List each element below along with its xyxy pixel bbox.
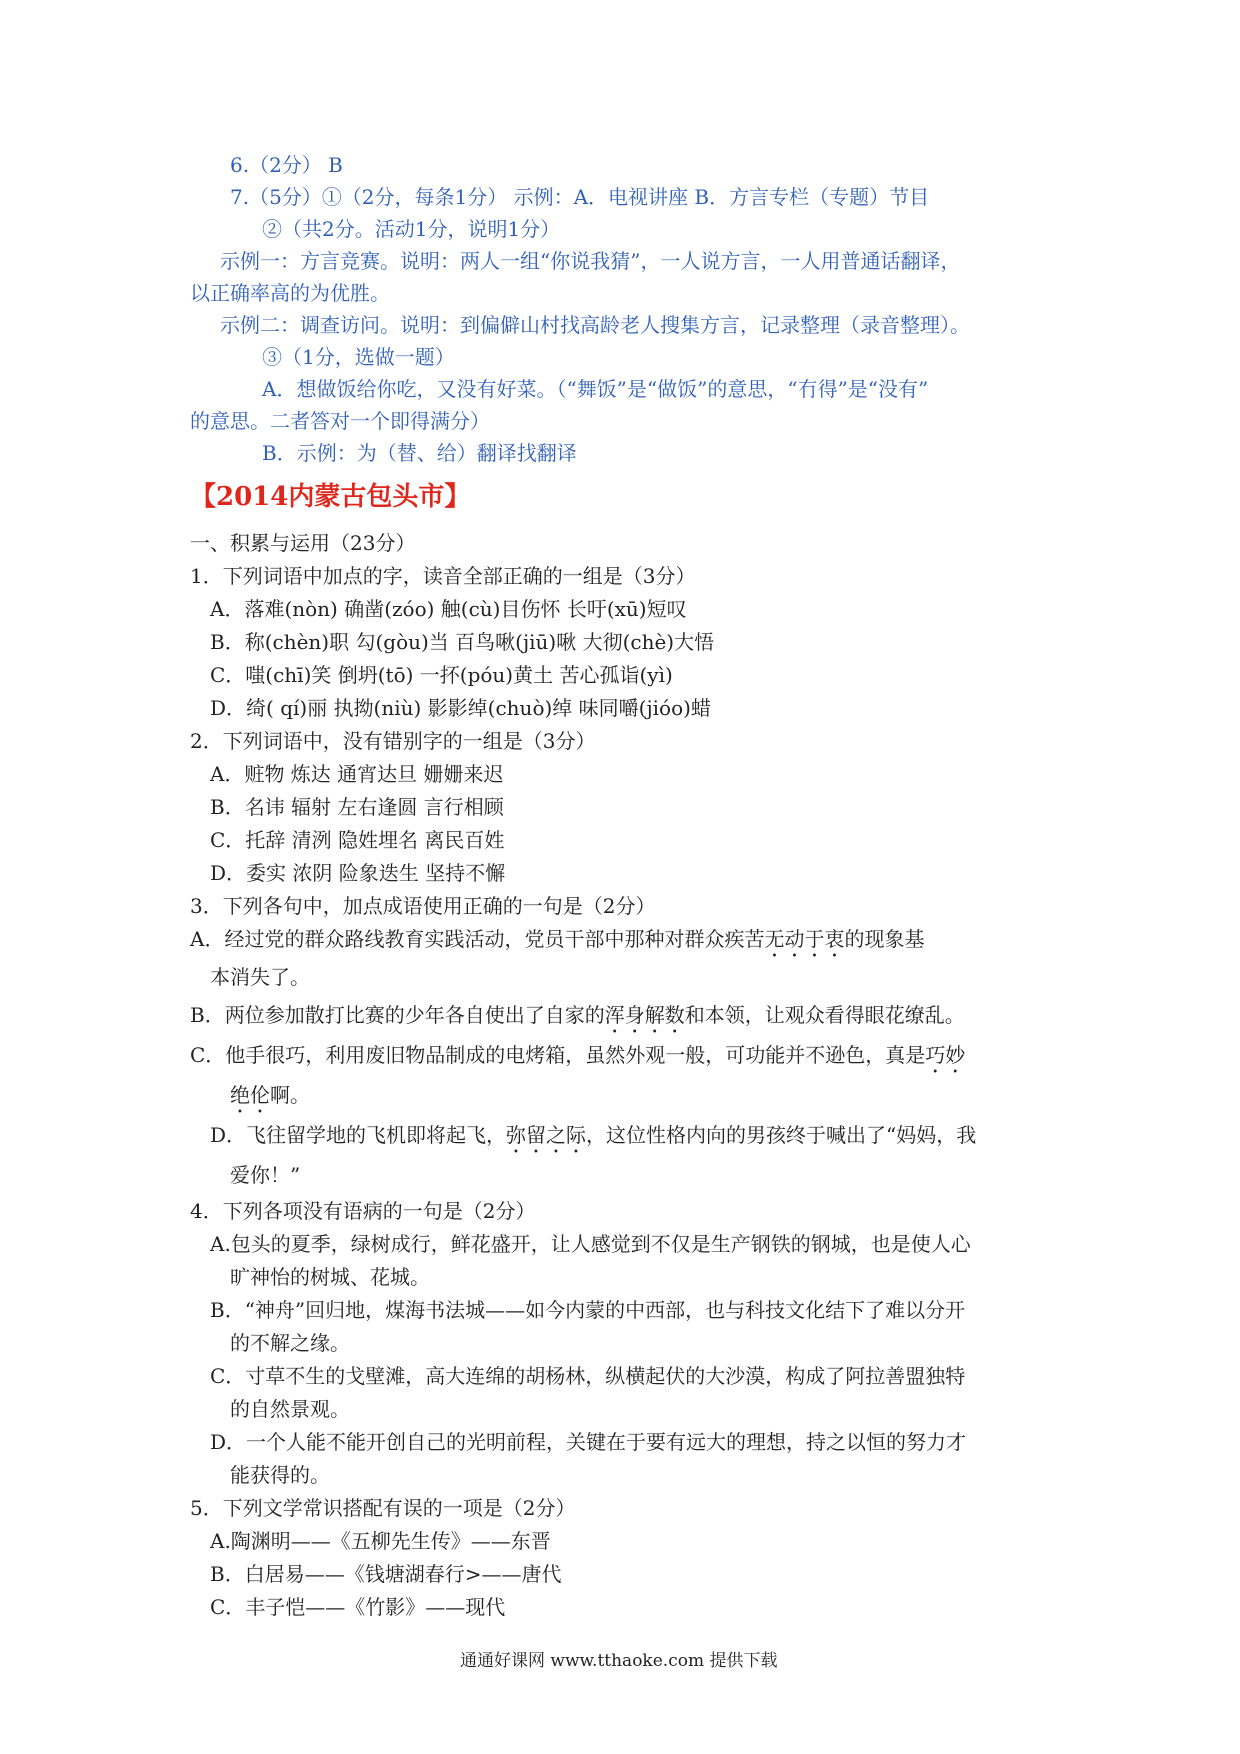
q3-d-text-post: ，这位性格内向的男孩终于喊出了“妈妈，我 — [586, 1123, 977, 1147]
q3-c-text-post: 啊。 — [270, 1083, 310, 1107]
q2-option-a: A．赃物 炼达 通宵达旦 姗姗来迟 — [210, 762, 504, 786]
q2-option-b: B．名讳 辐射 左右逢圆 言行相顾 — [210, 795, 504, 819]
q5-option-b: B．白居易——《钱塘湖春行>——唐代 — [210, 1562, 562, 1586]
q3-option-b — [190, 1002, 965, 1038]
answer-6: 6.（2分） B — [230, 153, 343, 177]
q3-a-text-pre: A．经过党的群众路线教育实践活动，党员干部中那种对群众疾苦 — [190, 927, 765, 951]
q3-b-text-post: 和本领，让观众看得眼花缭乱。 — [684, 1003, 965, 1027]
q3-c-text-pre: C．他手很巧，利用废旧物品制成的电烤箱，虽然外观一般，可功能并不逊色，真是 — [190, 1043, 926, 1067]
q5-option-a: A.陶渊明——《五柳先生传》——东晋 — [210, 1529, 551, 1553]
section-title: 一、积累与运用（23分） — [190, 531, 416, 555]
answer-7: 7.（5分）①（2分，每条1分） 示例：A．电视讲座 B．方言专栏（专题）节目 — [230, 185, 930, 209]
q3-b-text-pre: B．两位参加散打比赛的少年各自使出了自家的 — [190, 1003, 605, 1027]
q4-option-a: A.包头的夏季，绿树成行，鲜花盛开，让人感觉到不仅是生产钢铁的钢城，也是使人心 — [210, 1232, 971, 1256]
q2-option-d: D．委实 浓阴 险象迭生 坚持不懈 — [210, 861, 506, 885]
q3-d-idiom: 弥留之际 — [506, 1123, 587, 1147]
answer-part3-a-cont: 的意思。二者答对一个即得满分） — [190, 409, 490, 433]
q2-stem: 2．下列词语中，没有错别字的一组是（3分） — [190, 729, 596, 753]
q3-c-idiom-part2: 绝伦 — [230, 1083, 270, 1107]
q5-option-c: C．丰子恺——《竹影》——现代 — [210, 1595, 506, 1619]
answer-part3-a: A．想做饭给你吃，又没有好菜。（“舞饭”是“做饭”的意思，“冇得”是“没有” — [262, 377, 929, 401]
q5-stem: 5．下列文学常识搭配有误的一项是（2分） — [190, 1496, 576, 1520]
q4-option-c: C．寸草不生的戈壁滩，高大连绵的胡杨林，纵横起伏的大沙漠，构成了阿拉善盟独特 — [210, 1364, 966, 1388]
answer-example-2: 示例二：调查访问。说明：到偏僻山村找高龄老人搜集方言，记录整理（录音整理）。 — [220, 313, 970, 337]
q4-stem: 4．下列各项没有语病的一句是（2分） — [190, 1199, 536, 1223]
q3-option-a-cont: 本消失了。 — [210, 965, 310, 989]
q4-option-a-cont: 旷神怡的树城、花城。 — [230, 1265, 430, 1289]
q3-c-idiom-part1: 巧妙 — [925, 1043, 966, 1067]
q1-option-a: A．落难(nòn) 确凿(zóo) 触(cù)目伤怀 长吁(xū)短叹 — [210, 597, 687, 621]
q4-option-b: B．“神舟”回归地，煤海书法城——如今内蒙的中西部，也与科技文化结下了难以分开 — [210, 1298, 966, 1322]
q1-option-b: B．称(chèn)职 勾(gòu)当 百鸟啾(jiū)啾 大彻(chè)大悟 — [210, 630, 715, 654]
q3-a-text-post: 的现象基 — [844, 927, 925, 951]
q4-option-d: D．一个人能不能开创自己的光明前程，关键在于要有远大的理想，持之以恒的努力才 — [210, 1430, 967, 1454]
answer-7-part3: ③（1分，选做一题） — [262, 345, 455, 369]
answer-part3-b: B．示例：为（替、给）翻译找翻译 — [262, 441, 577, 465]
q1-stem: 1．下列词语中加点的字，读音全部正确的一组是（3分） — [190, 564, 696, 588]
q1-option-d: D．绮( qí)丽 执拗(niù) 影影绰(chuò)绰 味同嚼(jióo)蜡 — [210, 696, 711, 720]
q4-option-b-cont: 的不解之缘。 — [230, 1331, 350, 1355]
q3-option-d — [210, 1122, 976, 1158]
q4-option-d-cont: 能获得的。 — [230, 1463, 330, 1487]
answer-7-part2: ②（共2分。活动1分，说明1分） — [262, 217, 561, 241]
q1-option-c: C．嗤(chī)笑 倒坍(tō) 一抔(póu)黄土 苦心孤诣(yì) — [210, 663, 673, 687]
section-heading: 【2014内蒙古包头市】 — [190, 482, 471, 512]
q3-stem: 3．下列各句中，加点成语使用正确的一句是（2分） — [190, 894, 656, 918]
q3-option-a — [190, 926, 924, 962]
q3-b-idiom: 浑身解数 — [604, 1003, 685, 1027]
q3-option-c — [190, 1042, 965, 1078]
q2-option-c: C．托辞 清洌 隐姓埋名 离民百姓 — [210, 828, 505, 852]
answer-example-1-cont: 以正确率高的为优胜。 — [190, 281, 390, 305]
q3-option-d-cont: 爱你！” — [230, 1163, 301, 1187]
page-footer: 通通好课网 www.tthaoke.com 提供下载 — [460, 1651, 778, 1671]
q3-d-text-pre: D．飞往留学地的飞机即将起飞， — [210, 1123, 507, 1147]
answer-example-1: 示例一：方言竞赛。说明：两人一组“你说我猜”，一人说方言，一人用普通话翻译， — [220, 249, 961, 273]
q3-option-c-cont — [230, 1082, 310, 1118]
q4-option-c-cont: 的自然景观。 — [230, 1397, 350, 1421]
q3-a-idiom: 无动于衷 — [764, 927, 845, 951]
